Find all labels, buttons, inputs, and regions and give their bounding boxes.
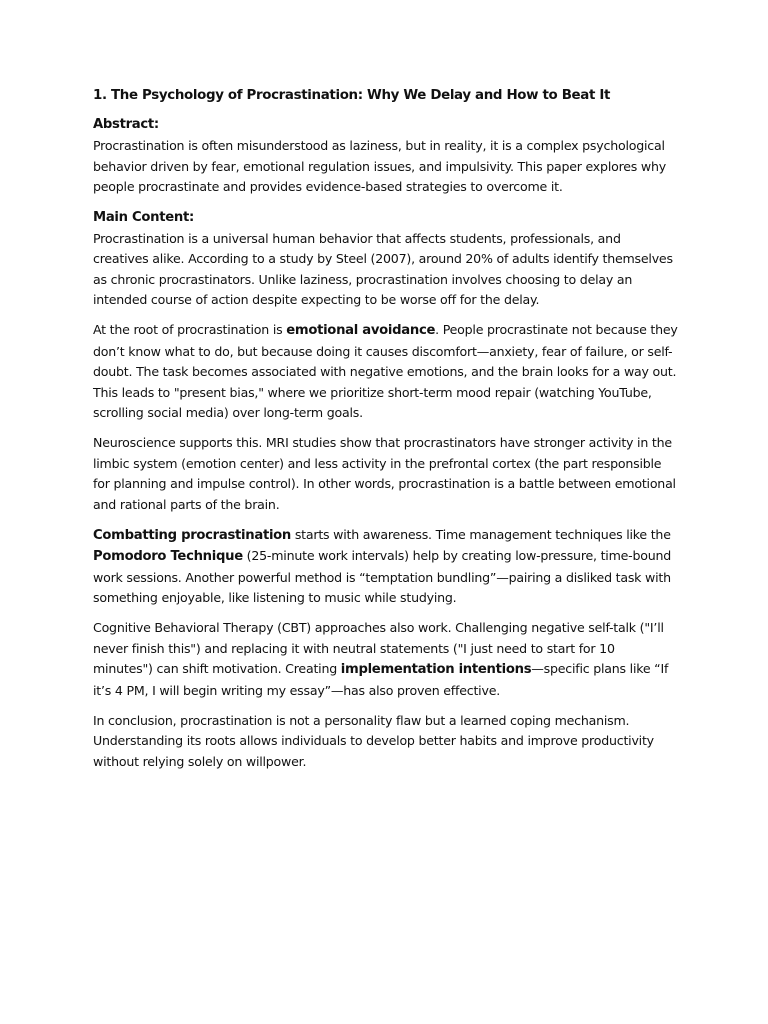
paragraph-5-text-a: Cognitive Behavioral Therapy (CBT) approaches also work. Challenging negative self-talk ("I’ll never finish this") and replacing it with neutral statements ("I just need to start for 10 minutes") can shift motivation. Creating bbox=[93, 620, 664, 676]
paragraph-2 bbox=[93, 320, 678, 424]
paragraph-5-text-b: —specific plans like “If it’s 4 PM, I will begin writing my essay”—has also proven effective. bbox=[93, 661, 669, 698]
paragraph-4-text-b: (25-minute work intervals) help by creating low-pressure, time-bound work sessions. Another powerful method is “temptation bundling”—pairing a disliked task with something enjoyable, like listening to music while studying. bbox=[93, 548, 672, 605]
document-page bbox=[93, 86, 678, 782]
main-content-heading: Main Content: bbox=[93, 209, 194, 225]
paragraph-4-text-a: starts with awareness. Time management techniques like the bbox=[291, 526, 671, 542]
emphasis-combatting-procrastination: Combatting procrastination bbox=[93, 527, 292, 543]
abstract-heading: Abstract: bbox=[93, 117, 159, 132]
paragraph-1: Procrastination is a universal human behavior that affects students, professionals, and creatives alike. According to a study by Steel (2007), around 20% of adults identify themselves as chronic procrastinators. Unlike laziness, procrastination involves choosing to delay an intended course of action despite expecting to be worse off for the delay. bbox=[93, 230, 673, 307]
emphasis-implementation-intentions: implementation intentions bbox=[340, 662, 532, 677]
paragraph-2-text-b: . People procrastinate not because they don’t know what to do, but because doing it causes discomfort—anxiety, fear of failure, or self-doubt. The task becomes associated with negative emotions, and the brain looks for a way out. This leads to "present bias," where we prioritize short-term mood repair (watching YouTube, scrolling social media) over long-term goals. bbox=[93, 322, 678, 420]
emphasis-pomodoro-technique: Pomodoro Technique bbox=[93, 549, 243, 564]
paragraph-4 bbox=[93, 525, 678, 609]
abstract-paragraph: Procrastination is often misunderstood as laziness, but in reality, it is a complex psychological behavior driven by fear, emotional regulation issues, and impulsivity. This paper explores why people procrastinate and provides evidence-based strategies to overcome it. bbox=[93, 138, 666, 194]
document-title: 1. The Psychology of Procrastination: Why We Delay and How to Beat It bbox=[93, 88, 611, 103]
paragraph-2-text-a: At the root of procrastination is bbox=[93, 322, 287, 337]
emphasis-emotional-avoidance: emotional avoidance bbox=[286, 323, 436, 338]
paragraph-3: Neuroscience supports this. MRI studies show that procrastinators have stronger activity in the limbic system (emotion center) and less activity in the prefrontal cortex (the part responsible for planning and impulse control). In other words, procrastination is a battle between emotional and rational parts of the brain. bbox=[93, 435, 676, 512]
paragraph-5 bbox=[93, 618, 678, 701]
paragraph-6: In conclusion, procrastination is not a personality flaw but a learned coping mechanism. Understanding its roots allows individuals to develop better habits and improve productivity without relying solely on willpower. bbox=[93, 712, 654, 769]
